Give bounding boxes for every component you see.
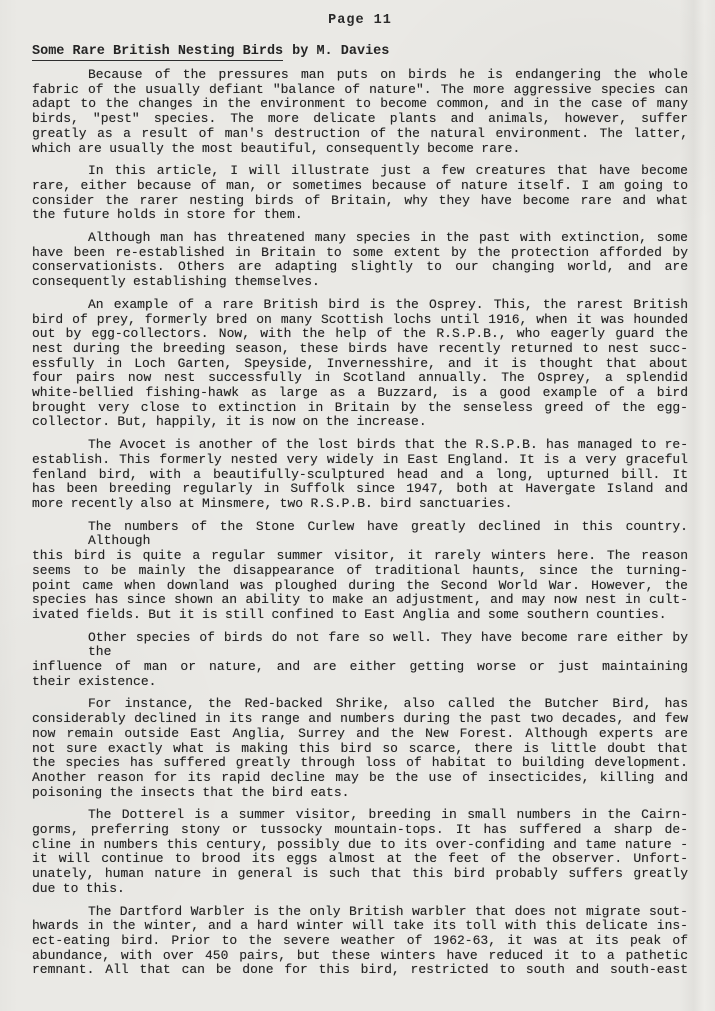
article-byline: by M. Davies (292, 44, 390, 59)
text-line: The Dotterel is a summer visitor, breeding in small numbers in the Cairn- (88, 807, 688, 823)
paragraph (32, 808, 688, 896)
paragraph (32, 697, 688, 800)
text-line: due to this. (32, 880, 125, 896)
text-line: fabric of the usually defiant "balance of nature". The more aggressive species can (32, 81, 688, 97)
text-line: have been re-established in Britain to some extent by the protection afforded by (32, 244, 688, 260)
paragraph (32, 298, 688, 430)
text-line: this bird is quite a regular summer visitor, it rarely winters here. The reason (32, 548, 688, 564)
text-line: consider the rarer nesting birds of Britain, why they have become rare and what (32, 192, 688, 208)
paragraph (32, 68, 688, 156)
text-line: birds, "pest" species. The more delicate plants and animals, however, suffer (32, 111, 688, 127)
text-line: nest during the breeding season, these birds have recently returned to nest succ- (32, 340, 688, 356)
paragraph (32, 520, 688, 623)
text-line: point came when downland was ploughed during the Second World War. However, the (32, 577, 688, 593)
text-line: In this article, I will illustrate just a few creatures that have become (88, 163, 688, 179)
text-line: bird of prey, formerly bred on many Scottish lochs until 1916, when it was hounded (32, 311, 688, 327)
text-line: unately, human nature in general is such that this bird probably suffers greatly (32, 866, 688, 882)
text-line: rare, either because of man, or sometimes because of nature itself. I am going to (32, 177, 688, 193)
text-line: The numbers of the Stone Curlew have greatly declined in this country. Although (88, 518, 688, 549)
text-line: species has since shown an ability to make an adjustment, and may now nest in cult- (32, 592, 688, 608)
text-line: which are usually the most beautiful, consequently become rare. (32, 140, 521, 156)
text-line: ect-eating bird. Prior to the severe weather of 1962-63, it was at its peak of (32, 932, 688, 948)
text-line: cline in numbers this century, possibly due to its over-confiding and tame nature - (32, 836, 688, 852)
page-number: Page 11 (328, 13, 392, 28)
text-line: gorms, preferring stony or tussocky mountain-tops. It has suffered a sharp de- (32, 822, 688, 838)
text-line: abundance, with over 450 pairs, but these winters have reduced it to a pathetic (32, 947, 688, 963)
text-line: white-bellied fishing-hawk as large as a Buzzard, is a good example of a bird (32, 385, 688, 401)
text-line: ivated fields. But it is still confined to East Anglia and some southern counties. (32, 606, 667, 622)
text-line: hwards in the winter, and a hard winter will take its toll with this delicate ins- (32, 918, 688, 934)
text-line: establish. This formerly nested very widely in East England. It is a very graceful (32, 451, 688, 467)
text-line: not sure exactly what is making this bird so scarce, there is little doubt that (32, 740, 688, 756)
text-line: Although man has threatened many species in the past with extinction, some (88, 230, 688, 246)
text-line: Other species of birds do not fare so well. They have become rare either by the (88, 629, 688, 660)
paragraph (32, 231, 688, 290)
text-line: collector. But, happily, it is now on the increase. (32, 414, 427, 430)
text-line: more recently also at Minsmere, two R.S.P.B. bird sanctuaries. (32, 495, 513, 511)
text-line: the species has suffered greatly through loss of habitat to building development. (32, 755, 688, 771)
text-line: remnant. All that can be done for this bird, restricted to south and south-east (32, 962, 688, 978)
text-line: influence of man or nature, and are either getting worse or just maintaining (32, 659, 688, 675)
text-line: has been breeding regularly in Suffolk since 1947, both at Havergate Island and (32, 481, 688, 497)
paragraph (32, 164, 688, 223)
text-line: The Dartford Warbler is the only British warbler that does not migrate sout- (88, 903, 688, 919)
text-line: Another reason for its rapid decline may be the use of insecticides, killing and (32, 769, 688, 785)
text-line: seems to be mainly the disappearance of traditional haunts, since the turning- (32, 562, 688, 578)
text-line: conservationists. Others are adapting slightly to our changing world, and are (32, 259, 688, 275)
text-line: poisoning the insects that the bird eats. (32, 784, 350, 800)
text-line: their existence. (32, 673, 157, 689)
text-line: fenland bird, with a beautifully-sculptured head and a long, upturned bill. It (32, 466, 688, 482)
text-line: out by egg-collectors. Now, with the help of the R.S.P.B., who eagerly guard the (32, 326, 688, 342)
text-line: greatly as a result of man's destruction of the natural environment. The latter, (32, 125, 688, 141)
text-line: consequently establishing themselves. (32, 274, 320, 290)
document-body (32, 68, 688, 978)
text-line: considerably declined in its range and numbers during the past two decades, and few (32, 711, 688, 727)
paragraph (32, 905, 688, 979)
text-line: An example of a rare British bird is the Osprey. This, the rarest British (88, 296, 688, 312)
article-title: Some Rare British Nesting Birds (32, 44, 284, 59)
text-line: brought very close to extinction in Britain by the senseless greed of the egg- (32, 399, 688, 415)
text-line: now remain outside East Anglia, Surrey and the New Forest. Although experts are (32, 725, 688, 741)
text-line: The Avocet is another of the lost birds that the R.S.P.B. has managed to re- (88, 437, 688, 453)
text-line: the future holds in store for them. (32, 207, 303, 223)
paragraph (32, 438, 688, 512)
text-line: Because of the pressures man puts on birds he is endangering the whole (88, 67, 688, 82)
article-heading (32, 43, 688, 60)
text-line: essfully in Loch Garten, Speyside, Invernesshire, and it is thought that about (32, 355, 688, 371)
text-line: it will continue to brood its eggs almost at the feet of the observer. Unfort- (32, 851, 688, 867)
text-line: adapt to the changes in the environment to become common, and in the case of many (32, 96, 688, 112)
text-line: For instance, the Red-backed Shrike, also called the Butcher Bird, has (88, 696, 688, 712)
text-line: four pairs now nest successfully in Scotland annually. The Osprey, a splendid (32, 370, 688, 386)
paragraph (32, 631, 688, 690)
